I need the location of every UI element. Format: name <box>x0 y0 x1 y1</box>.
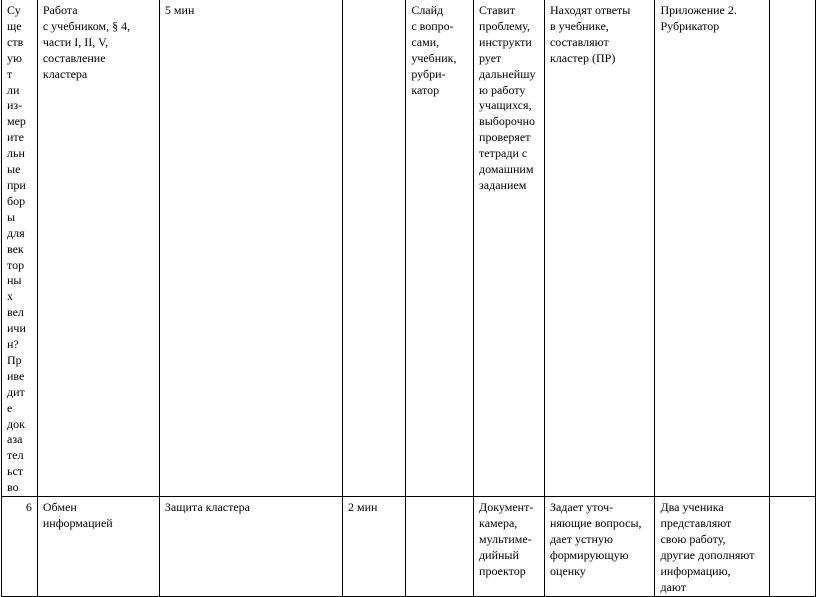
teacher-activity-cell <box>474 0 545 497</box>
row-number: 6 <box>25 500 32 515</box>
stage-text: Работа с учебником, § 4, части I, II, V, составление кластера <box>42 3 131 81</box>
stage-text: Обмен информацией <box>42 500 113 530</box>
result-text: Приложение 2. Рубрикатор <box>660 3 737 33</box>
result-cell <box>655 497 769 596</box>
result-text: Два ученика представляют свою работу, другие дополняют информацию, дают <box>660 500 755 594</box>
stage-cell <box>37 497 159 596</box>
activity-text: Защита кластера <box>164 500 251 515</box>
empty-cell <box>343 0 406 497</box>
student-activity-text: Задает уточ- няющие вопросы, дает устную формирующую оценку <box>549 500 642 578</box>
time-cell <box>159 0 342 497</box>
stage-cell <box>37 0 159 497</box>
time-text: 2 мин <box>348 500 378 515</box>
question-text: Су ще ств ую т ли из- мер ите льн ые при бор ы для век тор ны х вел ичи н? Пр иве дит е док аза тел ьст во <box>7 3 26 495</box>
extra-cell <box>769 497 815 596</box>
row-number-cell <box>2 497 38 596</box>
resources-cell <box>406 0 474 497</box>
student-activity-cell <box>544 0 655 497</box>
extra-cell <box>769 0 815 497</box>
time-text: 5 мин <box>164 3 195 17</box>
table-row <box>2 0 816 497</box>
result-cell <box>655 0 769 497</box>
time-cell <box>343 497 406 596</box>
teacher-activity-text: Документ- камера, мультиме- дийный проектор <box>479 500 534 578</box>
student-activity-text: Находят ответы в учебнике, составляют кластер (ПР) <box>549 3 631 65</box>
table-row <box>2 497 816 596</box>
student-activity-cell <box>544 497 655 596</box>
activity-cell <box>159 497 342 596</box>
teacher-activity-cell <box>474 497 545 596</box>
question-cell <box>2 0 38 497</box>
lesson-plan-table <box>1 0 816 597</box>
resources-text: Слайд с вопро- сами, учебник, рубри- катор <box>411 3 457 97</box>
teacher-activity-text: Ставит проблему, инструкти рует дальнейшу ю работу учащихся, выборочно проверяет тетради с домашним заданием <box>479 3 536 192</box>
resources-cell <box>406 497 474 596</box>
